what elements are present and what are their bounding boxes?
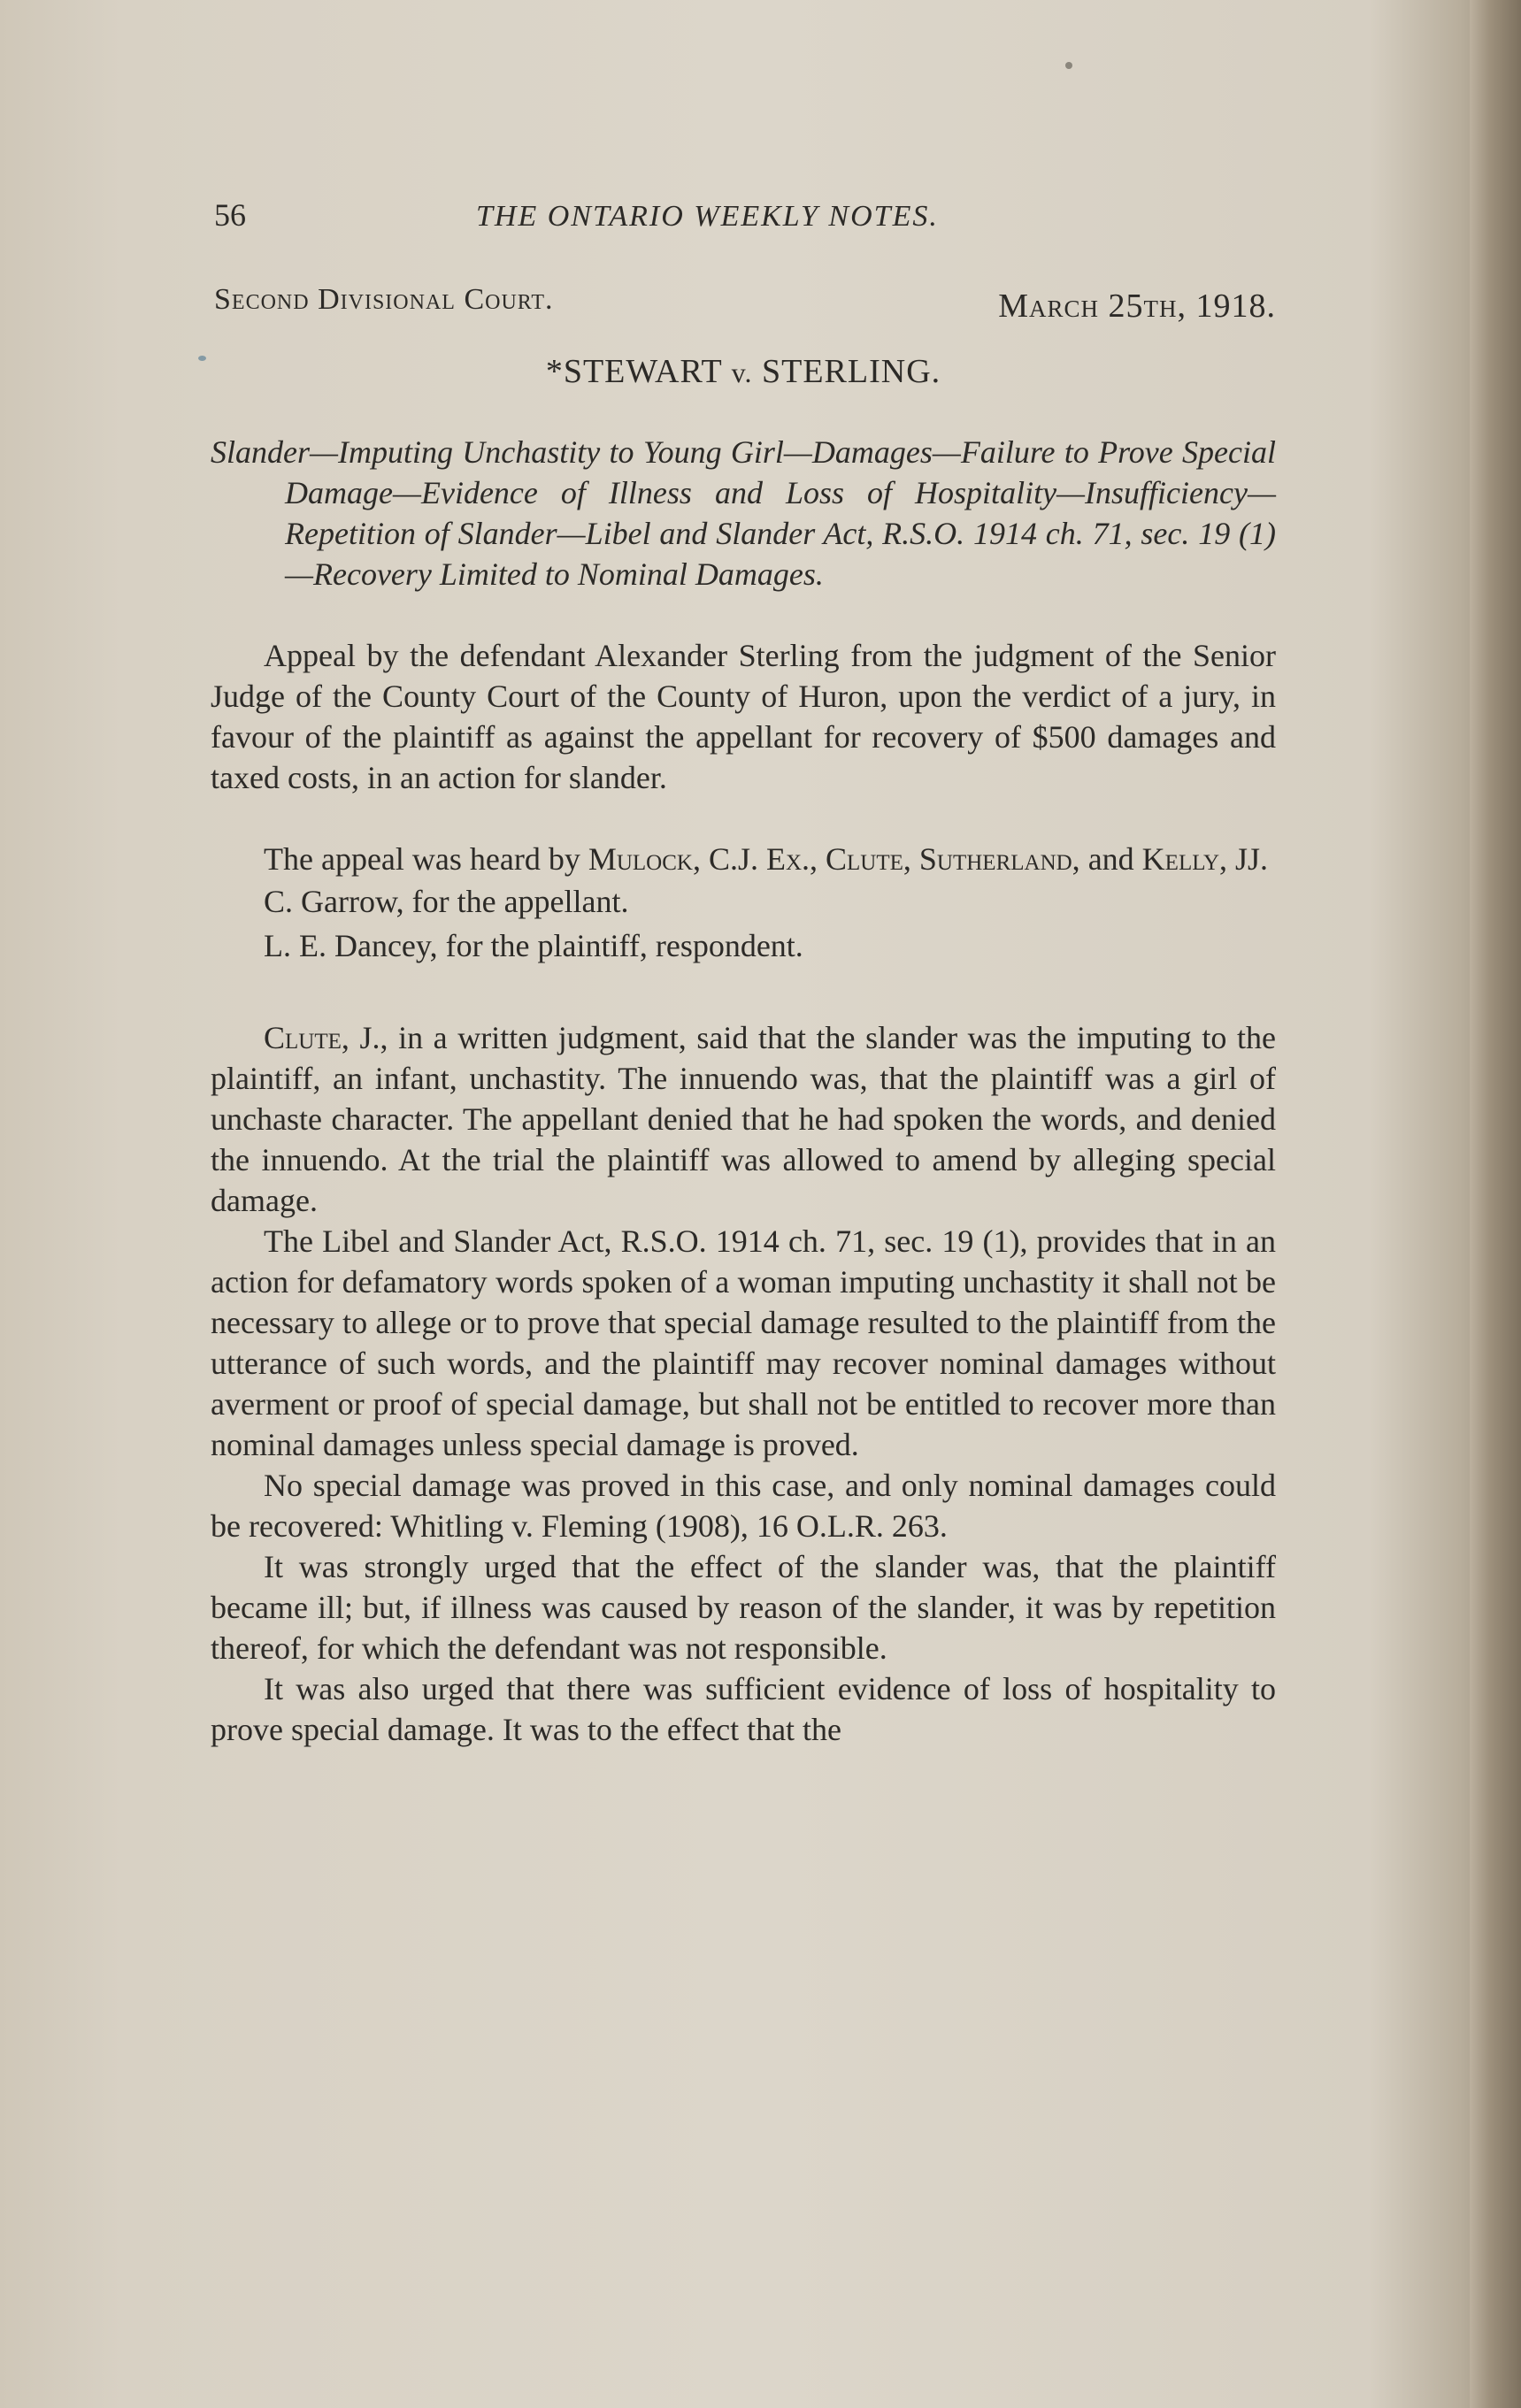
- hearing-judges: Mulock, C.J. Ex., Clute, Sutherland,: [588, 841, 1080, 877]
- counsel-respondent: L. E. Dancey, for the plaintiff, respondent.: [264, 928, 803, 963]
- judge-name: Clute, J.: [264, 1020, 380, 1055]
- ink-speck: [198, 356, 206, 361]
- hearing-and: and: [1079, 841, 1142, 877]
- appeal-paragraph: Appeal by the defendant Alexander Sterling from the judgment of the Senior Judge of the County Court of the County of Huron, upon the verdict of a jury, in favour of the plaintiff as against the appellant for recovery of $500 damages and taxed costs, in an action for slander.: [211, 638, 1276, 795]
- judgment-paragraph-4: It was strongly urged that the effect of the slander was, that the plaintiff became ill; but, if illness was caused by reason of the slander, it was by repetition thereof, for which the defendant was not responsible.: [211, 1549, 1276, 1666]
- journal-title: THE ONTARIO WEEKLY NOTES.: [476, 200, 939, 233]
- judgment-paragraph-3: No special damage was proved in this case, and only nominal damages could be recovered: Whitling v. Fleming (1908), 16 O.L.R. 263.: [211, 1468, 1276, 1544]
- running-head: [211, 186, 1276, 239]
- page-edge-shadow: [1470, 0, 1521, 2408]
- judgment-paragraph-5: It was also urged that there was sufficient evidence of loss of hospitality to prove special damage. It was to the effect that the: [211, 1671, 1276, 1747]
- court-line: [211, 283, 1276, 345]
- hearing-prefix: The appeal was heard by: [264, 841, 588, 877]
- headnote: Slander—Imputing Unchastity to Young Girl—Damages—Failure to Prove Special Damage—Evidence of Illness and Loss of Hospitality—Insufficiency—Repetition of Slander—Libel and Slander Act, R.S.O. 1914 ch. 71, sec. 19 (1)—Recovery Limited to Nominal Damages.: [211, 434, 1276, 592]
- judgment-paragraph-2: The Libel and Slander Act, R.S.O. 1914 ch. 71, sec. 19 (1), provides that in an action for defamatory words spoken of a woman imputing unchastity it shall not be necessary to allege or to prove that special damage resulted to the plaintiff from the utterance of such words, and the plaintiff may recover nominal damages without averment or proof of special damage, but shall not be entitled to recover more than nominal damages unless special damage is proved.: [211, 1223, 1276, 1462]
- judgment-paragraph-1: [211, 1017, 1276, 1221]
- decision-date: March 25th, 1918.: [998, 288, 1276, 325]
- counsel-appellant: C. Garrow, for the appellant.: [264, 884, 629, 919]
- court-name: Second Divisional Court.: [214, 283, 554, 316]
- page-number: 56: [214, 197, 246, 233]
- hearing-last-judge: Kelly, JJ.: [1141, 841, 1269, 877]
- hearing-paragraph: [211, 839, 1276, 879]
- case-versus: v.: [731, 357, 753, 388]
- case-party-a: *STEWART: [545, 353, 723, 390]
- ink-speck: [1065, 62, 1072, 69]
- page-content: [211, 186, 1276, 1750]
- judgment-p1-text: , in a written judgment, said that the slander was the imputing to the plaintiff, an infant, unchastity. The innuendo was, that the plaintiff was a girl of unchaste character. The appellant denied that he had spoken the words, and denied the innuendo. At the trial the plaintiff was allowed to amend by alleging special damage.: [211, 1020, 1276, 1218]
- case-party-b: STERLING.: [762, 353, 941, 390]
- case-title: [211, 352, 1276, 391]
